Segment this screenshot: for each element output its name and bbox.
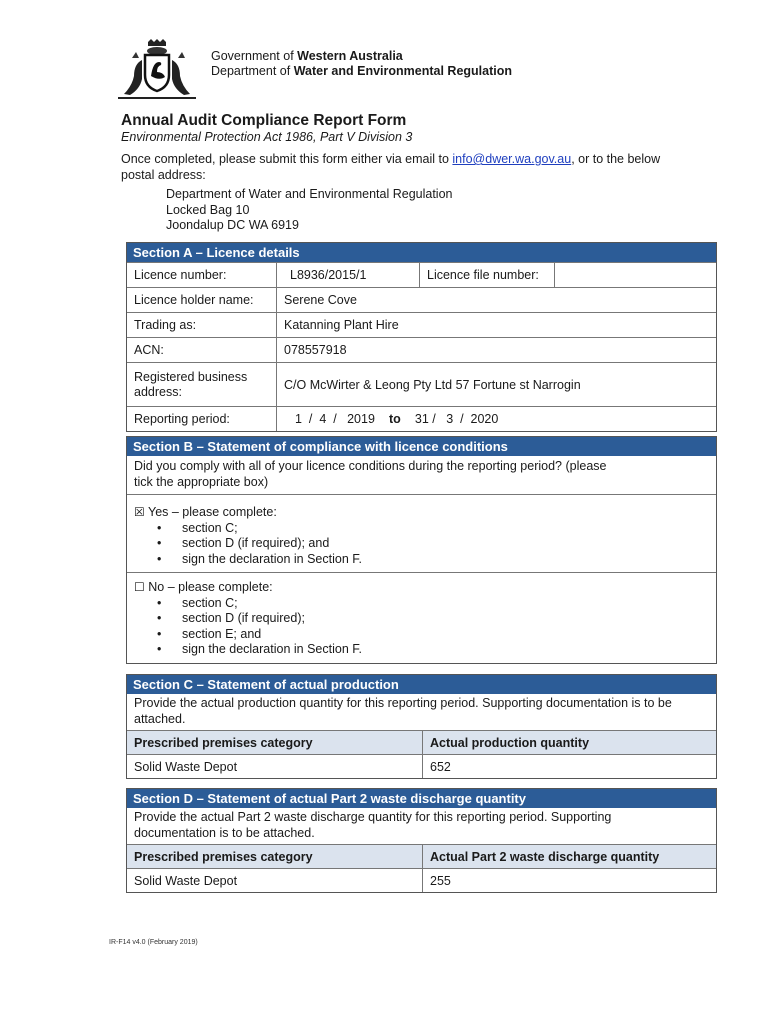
- acn-field[interactable]: 078557918: [276, 338, 716, 362]
- section-c-header: Section C – Statement of actual production: [127, 675, 716, 694]
- reporting-period-field[interactable]: [276, 407, 716, 431]
- period-to: to: [389, 412, 401, 426]
- trading-field[interactable]: Katanning Plant Hire: [276, 313, 716, 337]
- holder-row: [127, 287, 716, 312]
- acn-label: ACN:: [134, 343, 164, 357]
- holder-field[interactable]: Serene Cove: [276, 288, 716, 312]
- section-c-table-header: [127, 730, 716, 754]
- column-header: Prescribed premises category: [134, 735, 313, 750]
- address-line: Locked Bag 10: [166, 202, 250, 217]
- gov-prefix: Government of: [211, 49, 298, 63]
- trading-label: Trading as:: [134, 318, 197, 332]
- list-item: • sign the declaration in Section F.: [182, 642, 709, 658]
- section-d-instruction: Provide the actual Part 2 waste discharge quantity for this reporting period. Supporting documentation is to be attached.: [134, 810, 612, 840]
- wa-coat-of-arms-icon: [118, 38, 196, 102]
- address-line: Joondalup DC WA 6919: [166, 218, 299, 232]
- section-d-header: Section D – Statement of actual Part 2 waste discharge quantity: [127, 789, 716, 808]
- period-end: 31 / 3 / 2020: [414, 412, 499, 426]
- business-address-field[interactable]: C/O McWirter & Leong Pty Ltd 57 Fortune st Narrogin: [276, 363, 716, 406]
- column-header: Prescribed premises category: [134, 849, 313, 864]
- column-header: Actual production quantity: [422, 731, 716, 754]
- licence-number-label: Licence number:: [134, 268, 227, 282]
- dept-name: Water and Environmental Regulation: [293, 64, 512, 78]
- holder-label: Licence holder name:: [134, 293, 254, 307]
- yes-list: [134, 521, 709, 568]
- licence-file-number-label: Licence file number:: [419, 263, 554, 287]
- table-row: [127, 868, 716, 892]
- yes-checkbox[interactable]: ☒: [134, 505, 145, 519]
- yes-option: [127, 495, 716, 572]
- list-item: • section D (if required); and: [182, 536, 709, 552]
- list-item: • sign the declaration in Section F.: [182, 552, 709, 568]
- reporting-period-row: [127, 406, 716, 431]
- compliance-question: Did you comply with all of your licence conditions during the reporting period? (please tick the appropriate box): [127, 456, 716, 495]
- category-cell: Solid Waste Depot: [134, 873, 238, 888]
- licence-file-number-field[interactable]: [554, 263, 716, 287]
- section-d-waste-discharge: [126, 788, 717, 893]
- government-heading: [211, 49, 512, 79]
- form-subtitle: Environmental Protection Act 1986, Part V Division 3: [121, 130, 413, 144]
- instructions-text: Once completed, please submit this form either via email to: [121, 152, 453, 166]
- no-option: [127, 572, 716, 663]
- production-quantity-field[interactable]: 652: [422, 755, 716, 778]
- form-version: IR-F14 v4.0 (February 2019): [109, 939, 198, 946]
- list-item: • section E; and: [182, 627, 709, 643]
- no-label: No – please complete:: [148, 580, 273, 594]
- licence-number-row: [127, 262, 716, 287]
- section-c-instruction: Provide the actual production quantity for this reporting period. Supporting documentation is to be attached.: [134, 696, 672, 726]
- address-line: Department of Water and Environmental Regulation: [166, 187, 453, 201]
- reporting-period-label: Reporting period:: [134, 412, 230, 426]
- licence-number-field[interactable]: L8936/2015/1: [276, 263, 419, 287]
- section-a-header: Section A – Licence details: [127, 243, 716, 262]
- discharge-quantity-field[interactable]: 255: [422, 869, 716, 892]
- business-address-label: Registered business address:: [134, 369, 248, 399]
- trading-row: [127, 312, 716, 337]
- category-cell: Solid Waste Depot: [134, 759, 238, 774]
- no-checkbox[interactable]: ☐: [134, 580, 145, 594]
- section-a-licence-details: [126, 242, 717, 432]
- instructions-text-end: , or to the below postal address:: [121, 152, 661, 182]
- submission-instructions: [121, 151, 691, 183]
- dept-prefix: Department of: [211, 64, 294, 78]
- gov-name: Western Australia: [297, 49, 403, 63]
- list-item: • section D (if required);: [182, 611, 709, 627]
- form-title: Annual Audit Compliance Report Form: [121, 112, 407, 129]
- list-item: • section C;: [182, 521, 709, 537]
- table-row: [127, 754, 716, 778]
- period-start: 1 / 4 / 2019: [295, 412, 375, 426]
- yes-label: Yes – please complete:: [148, 505, 277, 519]
- email-link[interactable]: info@dwer.wa.gov.au: [452, 152, 572, 166]
- section-b-header: Section B – Statement of compliance with licence conditions: [127, 437, 716, 456]
- section-b-compliance: [126, 436, 717, 664]
- acn-row: [127, 337, 716, 362]
- column-header: Actual Part 2 waste discharge quantity: [422, 845, 716, 868]
- business-address-row: [127, 362, 716, 406]
- list-item: • section C;: [182, 596, 709, 612]
- no-list: [134, 596, 709, 658]
- postal-address: [166, 187, 453, 234]
- section-d-table-header: [127, 844, 716, 868]
- section-c-production: [126, 674, 717, 779]
